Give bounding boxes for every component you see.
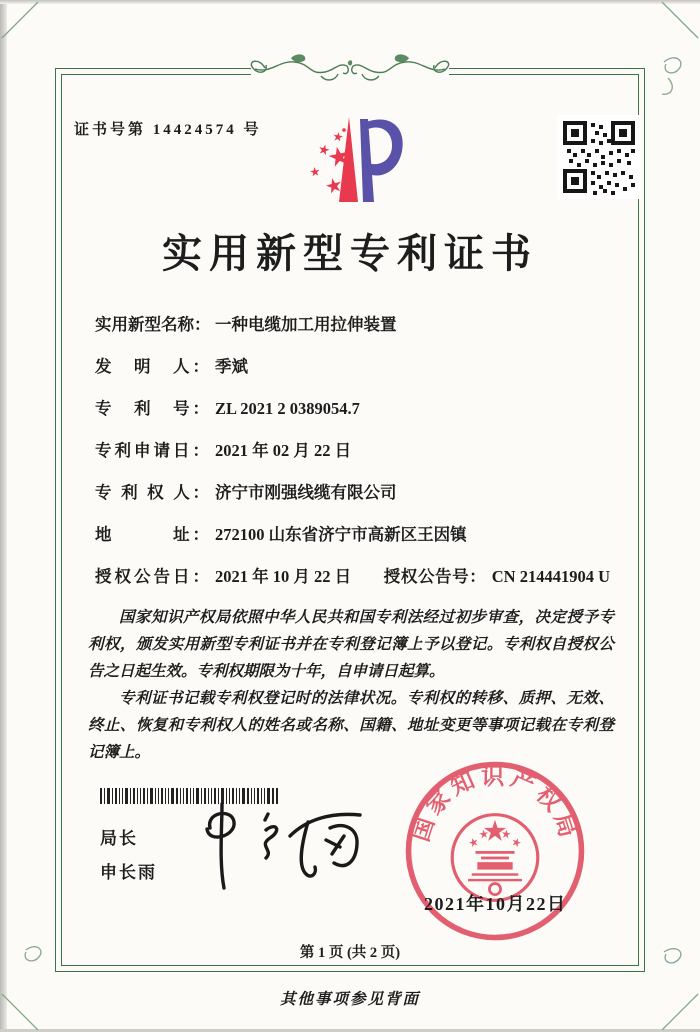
signature-icon	[178, 798, 383, 896]
back-note: 其他事项参见背面	[279, 991, 420, 1008]
field-value: CN 214441904 U	[491, 567, 610, 586]
flourish-ornament-icon	[225, 47, 475, 91]
field-label: 实用新型名称：	[95, 315, 211, 334]
field-label: 授权公告号：	[383, 567, 486, 586]
seal-ring-text: 国家知识产权局	[408, 763, 582, 845]
field-label: 发 明 人：	[95, 357, 209, 376]
official-seal-icon	[402, 758, 588, 944]
grant-number-pair	[384, 564, 610, 589]
field-value: 272100 山东省济宁市高新区王因镇	[215, 525, 467, 544]
national-emblem-icon	[452, 815, 538, 901]
fields-section	[95, 312, 610, 606]
field-value: 2021 年 02 月 22 日	[215, 441, 352, 460]
field-row-filing-date	[95, 438, 610, 463]
field-value: 一种电缆加工用拉伸装置	[215, 315, 397, 334]
grant-date-pair	[95, 564, 351, 589]
certificate-title: 实用新型专利证书	[162, 231, 538, 276]
field-label: 地 址：	[95, 525, 209, 544]
field-row-inventor	[95, 354, 610, 379]
field-label: 授权公告日：	[95, 567, 209, 586]
field-value: ZL 2021 2 0389054.7	[215, 399, 360, 418]
field-row-name	[95, 312, 610, 337]
legal-paragraph: 国家知识产权局依照中华人民共和国专利法经过初步审查，决定授予专利权，颁发实用新型专利证书并在专利登记簿上予以登记。专利权自授权公告之日起生效。专利权期限为十年，自申请日起算。	[88, 609, 614, 680]
legal-text-section	[88, 604, 614, 766]
field-row-patent-number	[95, 396, 610, 421]
field-row-address	[95, 522, 610, 547]
seal-date: 2021年10月22日	[424, 894, 567, 914]
field-label: 专 利 号：	[95, 399, 209, 418]
field-row-patentee	[95, 480, 610, 505]
field-value: 济宁市刚强线缆有限公司	[215, 483, 397, 502]
scan-edge	[0, 0, 7, 1032]
signer-name: 申长雨	[100, 863, 157, 882]
cnipa-logo-icon	[292, 109, 408, 213]
field-label: 专 利 权 人：	[95, 483, 209, 502]
qr-code-icon	[556, 115, 642, 199]
signer-title: 局长	[100, 829, 138, 848]
field-value: 2021 年 10 月 22 日	[215, 567, 352, 586]
page-indicator: 第 1 页 (共 2 页)	[299, 945, 401, 961]
field-row-grant	[95, 564, 610, 589]
certificate-number: 证书号第 14424574 号	[74, 122, 262, 138]
legal-paragraph: 专利证书记载专利权登记时的法律状况。专利权的转移、质押、无效、终止、恢复和专利权人的姓名或名称、国籍、地址变更等事项记载在专利登记簿上。	[88, 690, 614, 761]
field-label: 专利申请日：	[95, 441, 209, 460]
field-value: 季斌	[215, 357, 248, 376]
scan-edge	[0, 0, 700, 4]
